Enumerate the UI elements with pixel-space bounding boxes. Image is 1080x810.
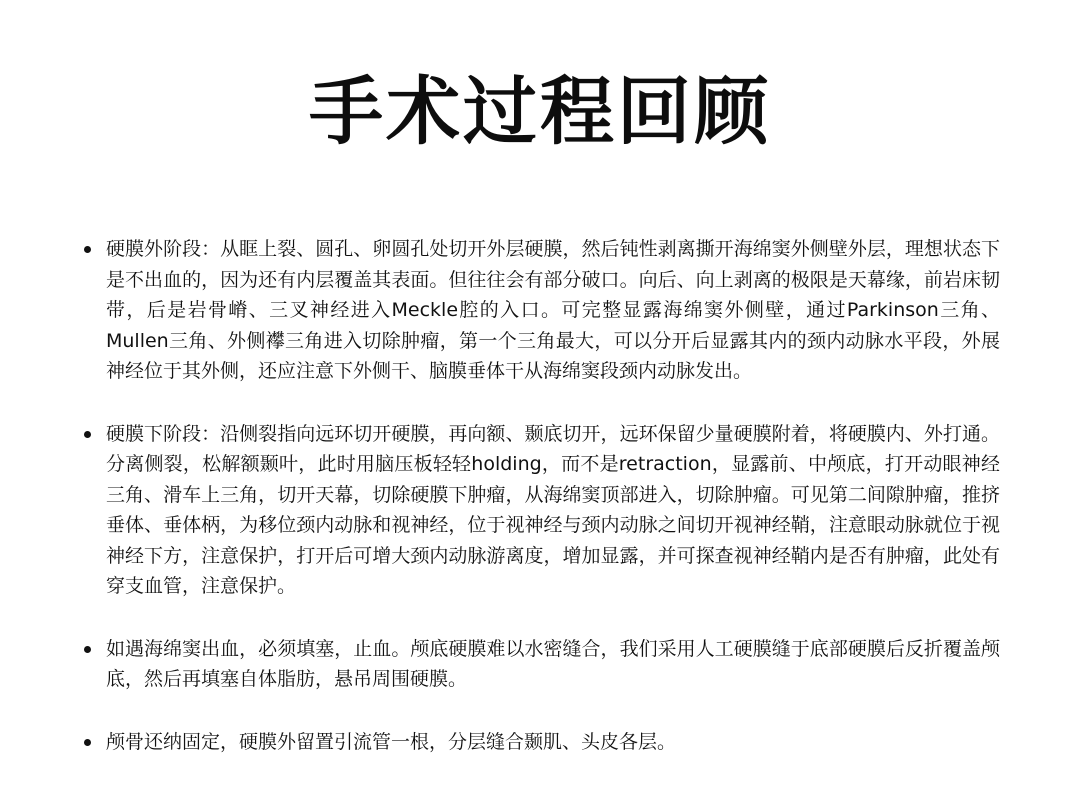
list-item-text: 如遇海绵窦出血，必须填塞，止血。颅底硬膜难以水密缝合，我们采用人工硬膜缝于底部硬膜后反折覆盖颅底，然后再填塞自体脂肪，悬吊周围硬膜。 bbox=[106, 637, 1000, 690]
list-item-hemostasis bbox=[80, 634, 1000, 695]
bullet-dot-icon bbox=[84, 431, 91, 438]
bullet-dot-icon bbox=[84, 739, 91, 746]
list-item-closure bbox=[80, 727, 1000, 758]
bullet-dot-icon bbox=[84, 646, 91, 653]
list-item-text: 硬膜下阶段：沿侧裂指向远环切开硬膜，再向额、颞底切开，远环保留少量硬膜附着，将硬膜内、外打通。分离侧裂，松解额颞叶，此时用脑压板轻轻holding，而不是retraction，显露前、中颅底，打开动眼神经三角、滑车上三角，切开天幕，切除硬膜下肿瘤，从海绵窦顶部进入，切除肿瘤。可见第二间隙肿瘤，推挤垂体、垂体柄，为移位颈内动脉和视神经，位于视神经与颈内动脉之间切开视神经鞘，注意眼动脉就位于视神经下方，注意保护，打开后可增大颈内动脉游离度，增加显露，并可探查视神经鞘内是否有肿瘤，此处有穿支血管，注意保护。 bbox=[106, 422, 1000, 597]
list-item-text: 颅骨还纳固定，硬膜外留置引流管一根，分层缝合颞肌、头皮各层。 bbox=[106, 730, 677, 753]
bullet-list bbox=[80, 234, 1000, 757]
list-item-intradural-stage bbox=[80, 419, 1000, 602]
list-item-text: 硬膜外阶段：从眶上裂、圆孔、卵圆孔处切开外层硬膜，然后钝性剥离撕开海绵窦外侧壁外层，理想状态下是不出血的，因为还有内层覆盖其表面。但往往会有部分破口。向后、向上剥离的极限是天幕缘，前岩床韧带，后是岩骨嵴、三叉神经进入Meckle腔的入口。可完整显露海绵窦外侧壁，通过Parkinson三角、Mullen三角、外侧襻三角进入切除肿瘤，第一个三角最大，可以分开后显露其内的颈内动脉水平段，外展神经位于其外侧，还应注意下外侧干、脑膜垂体干从海绵窦段颈内动脉发出。 bbox=[106, 238, 1000, 382]
bullet-dot-icon bbox=[84, 246, 91, 253]
list-item-extradural-stage bbox=[80, 234, 1000, 387]
page-title: 手术过程回顾 bbox=[309, 69, 771, 155]
